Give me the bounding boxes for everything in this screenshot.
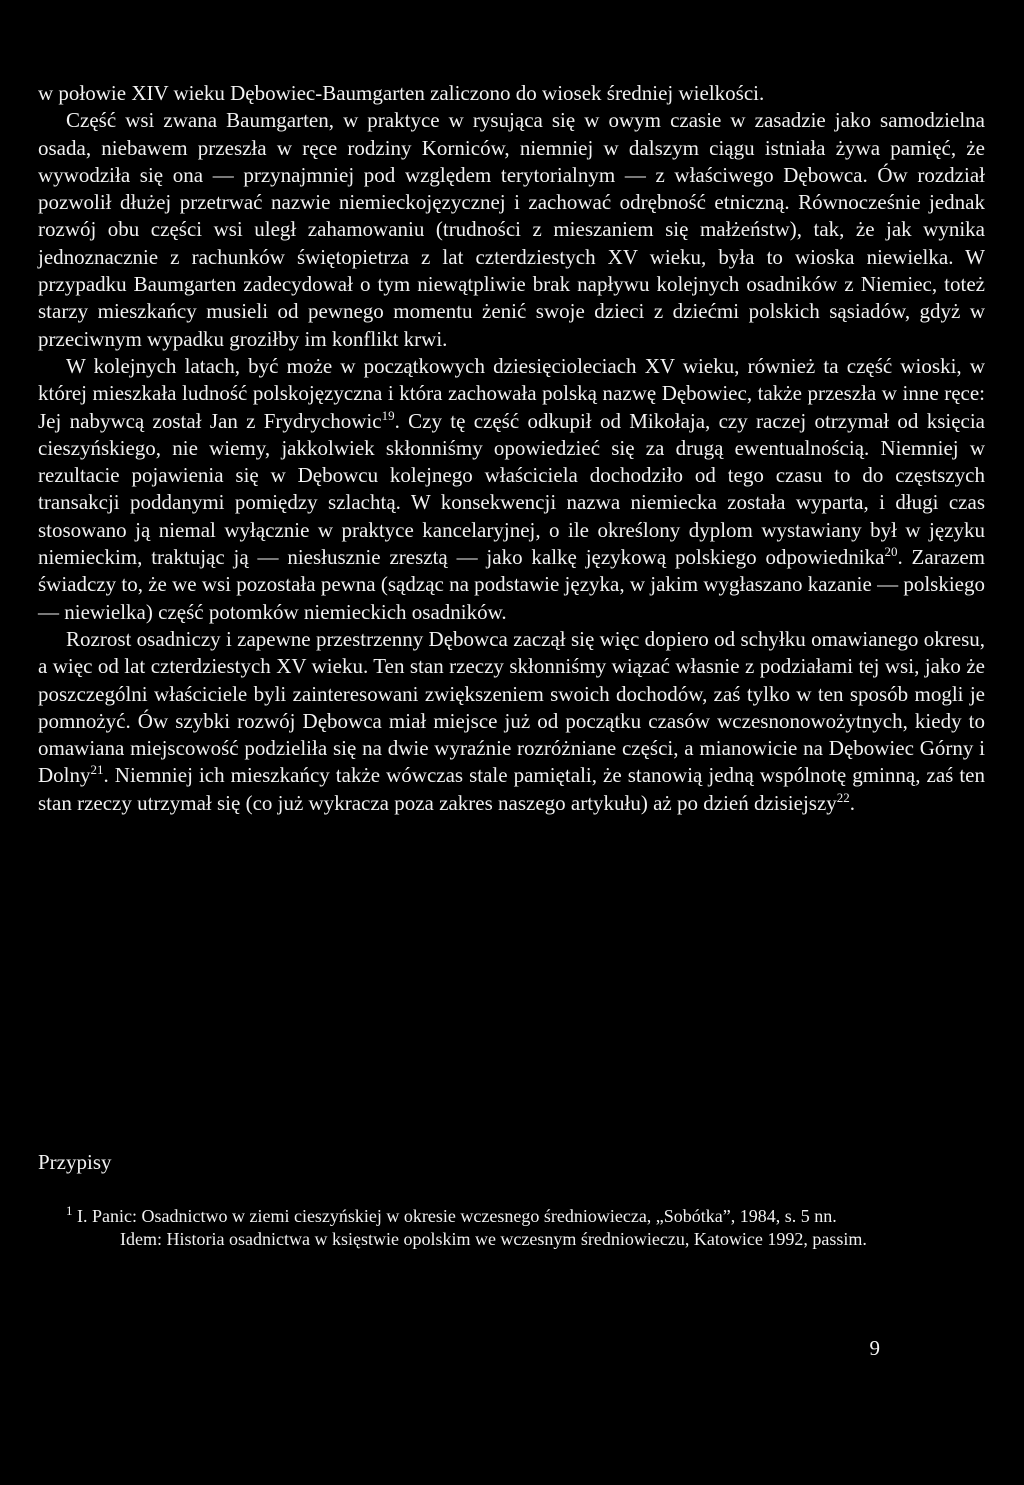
paragraph-2: Część wsi zwana Baumgarten, w praktyce w rysująca się w owym czasie w zasadzie jako samodzielna osada, niebawem przeszła w ręce rodziny Korniców, niemniej w dalszym ciągu istniała żywa pamięć, że wywodziła się ona — przynajmniej pod względem terytorialnym — z właściwego Dębowca. Ów rozdział pozwolił dłużej przetrwać nazwie niemieckojęzycznej i zachować odrębność etniczną. Równocześnie jednak rozwój obu części wsi uległ zahamowaniu (trudności z mieszaniem się małżeństw), tak, że jak wynika jednoznacznie z rachunków świętopietrza z lat czterdziestych XV wieku, była to wioska niewielka. W przypadku Baumgarten zadecydował o tym niewątpliwie brak napływu kolejnych osadników z Niemiec, toteż starzy mieszkańcy musieli od pewnego momentu żenić swoje dzieci z dziećmi polskich sąsiadów, gdyż w przeciwnym wypadku groziłby im konflikt krwi.	[38, 108, 985, 351]
footnote-1-marker: 1	[66, 1203, 73, 1218]
paragraph-4-part-2: . Niemniej ich mieszkańcy także wówczas stale pamiętali, że stanowią jedną wspólnotę gminną, zaś ten stan rzeczy utrzymał się (co już wykracza poza zakres naszego artykułu) aż po dzień dzisiejszy	[38, 763, 985, 815]
footnote-1-idem: Idem: Historia osadnictwa w księstwie opolskim we wczesnym średniowieczu, Katowice 1992, passim.	[120, 1229, 867, 1249]
footnote-ref-21[interactable]: 21	[90, 762, 104, 778]
footnote-ref-19[interactable]: 19	[381, 407, 395, 423]
paragraph-3-part-3: . Zarazem świadczy to, że we wsi pozostała pewna (sądząc na podstawie języka, w jakim wygłaszano kazanie — polskiego — niewielka) część potomków niemieckich osadników.	[38, 545, 985, 624]
footnote-1	[38, 1205, 985, 1228]
paragraph-3-part-1: W kolejnych latach, być może w początkowych dziesięcioleciach XV wieku, również ta część wioski, w której mieszkała ludność polskojęzyczna i która zachowała polską nazwę Dębowiec, także przeszła w inne ręce: Jej nabywcą został Jan z Frydrychowic	[38, 353, 985, 433]
paragraph-4-part-1: Rozrost osadniczy i zapewne przestrzenny Dębowca zaczął się więc dopiero od schyłku omawianego okresu, a więc od lat czterdziestych XV wieku. Ten stan rzeczy skłonniśmy wiązać własnie z podziałami tej wsi, jako że poszczególni właściciele byli zainteresowani zwiększeniem swoich dochodów, zaś tylko w ten sposób mogli je pomnożyć. Ów szybki rozwój Dębowca miał miejsce już od początku czasów wczesnonowożytnych, kiedy to omawiana miejscowość podzieliła się na dwie wyraźnie rozróżniane części, a mianowicie na Dębowiec Górny i Dolny	[38, 626, 985, 788]
paragraph-4-part-3: .	[849, 790, 856, 815]
paragraph-1: w połowie XIV wieku Dębowiec-Baumgarten zaliczono do wiosek średniej wielkości.	[38, 81, 765, 105]
paragraph-4	[38, 626, 985, 817]
paragraph-3-part-2: . Czy tę część odkupił od Mikołaja, czy raczej otrzymał od księcia cieszyńskiego, nie wiemy, jakkolwiek skłonniśmy opowiedzieć się za drugą ewentualnością. Niemniej w rezultacie pojawienia się w Dębowcu kolejnego właściciela dochodziło od tego czasu to do częstszych transakcji poddanymi pomiędzy szlachtą. W konsekwencji nazwa niemiecka została wyparta, i długi czas stosowano ją niemal wyłącznie w praktyce kancelaryjnej, o ile określony dyplom wystawiany był w języku niemieckim, traktując ją — niesłusznie zresztą — jako kalkę językową polskiego odpowiednika	[38, 408, 986, 570]
page-number: 9	[869, 1336, 880, 1360]
footnotes-section	[38, 1205, 985, 1251]
footnote-ref-20[interactable]: 20	[884, 544, 898, 560]
footnote-ref-22[interactable]: 22	[836, 789, 850, 805]
paragraph-3	[38, 353, 985, 626]
footnotes-heading: Przypisy	[38, 1150, 112, 1174]
document-body	[38, 80, 985, 817]
footnote-1-text: I. Panic: Osadnictwo w ziemi cieszyńskiej w okresie wczesnego średniowiecza, „Sobótka”, 1984, s. 5 nn.	[72, 1206, 837, 1226]
